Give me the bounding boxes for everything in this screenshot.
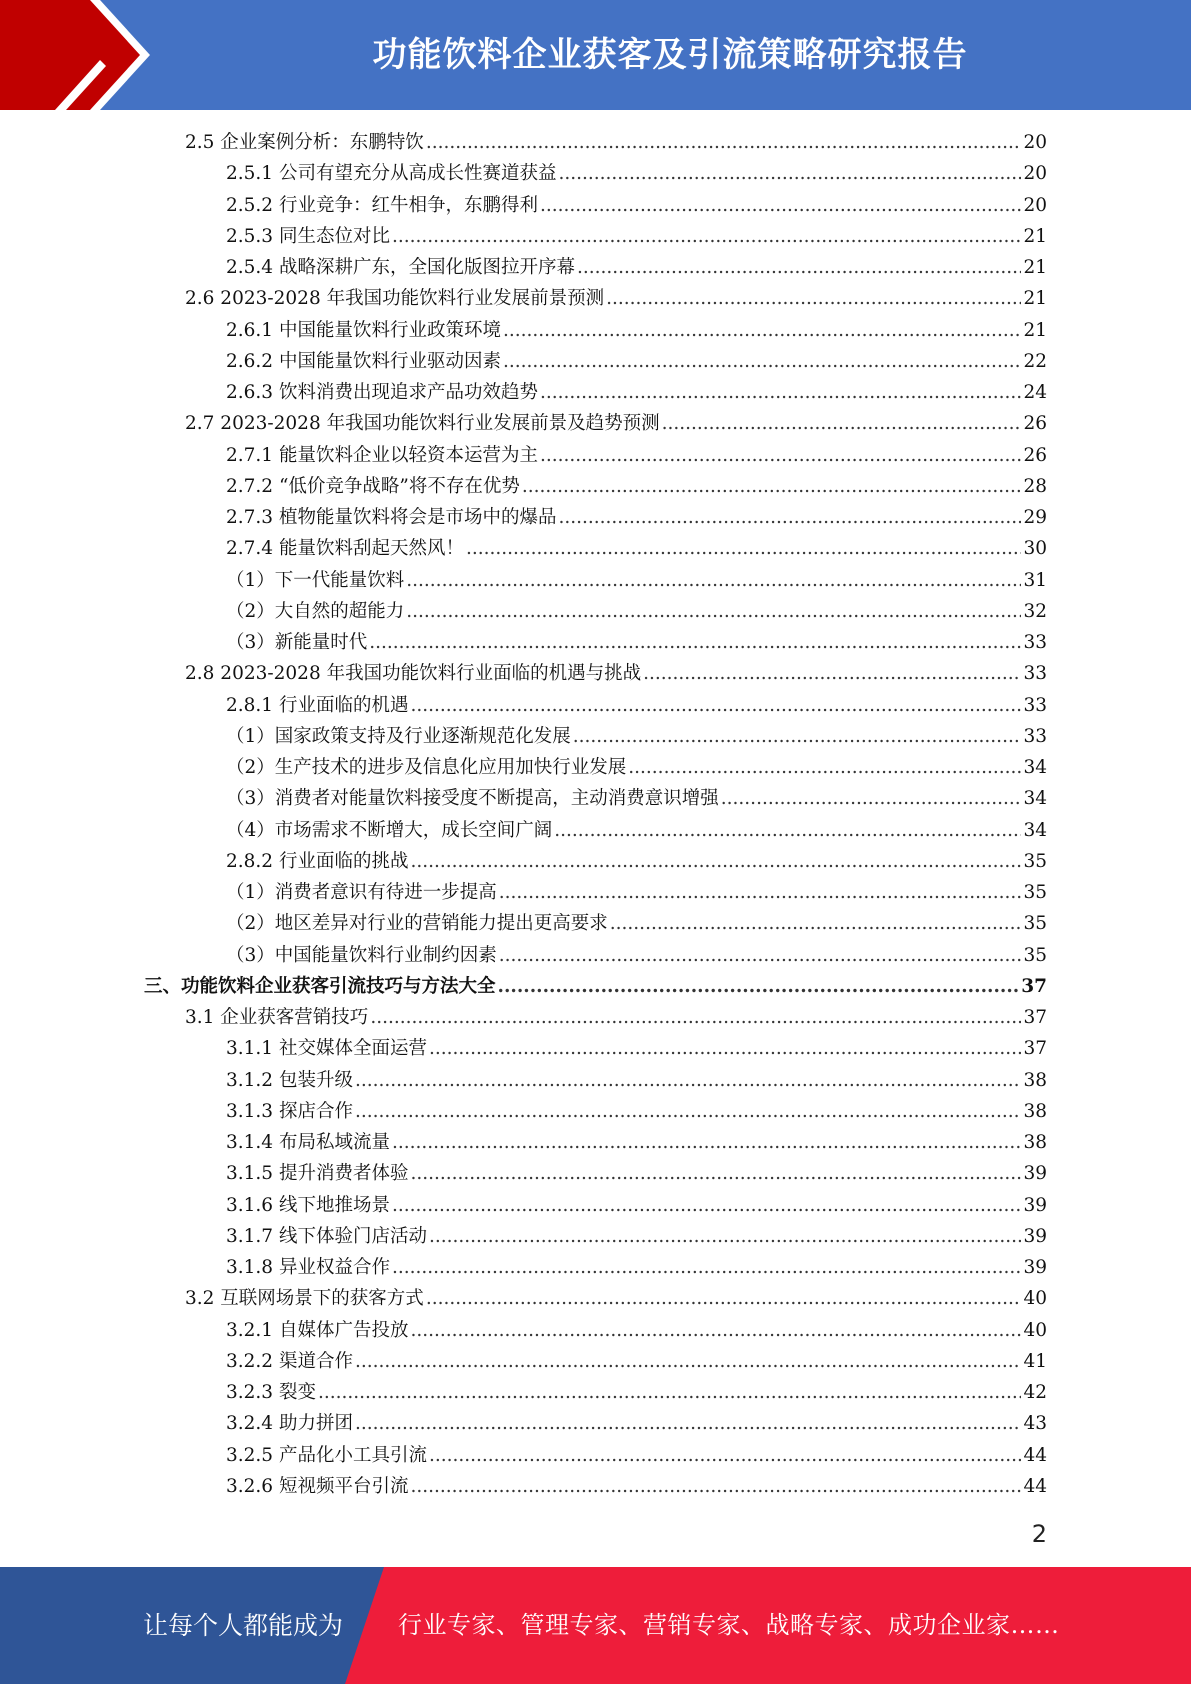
toc-dot-leader — [558, 502, 1021, 533]
toc-entry-page: 34 — [1023, 757, 1047, 778]
toc-entry-title: 3.1.1 社交媒体全面运营 — [226, 1038, 427, 1060]
toc-dot-leader — [573, 721, 1022, 752]
toc-entry-page: 42 — [1023, 1382, 1047, 1403]
toc-entry[interactable] — [226, 1127, 1047, 1158]
toc-dot-leader — [429, 1221, 1021, 1252]
toc-dot-leader — [429, 1033, 1021, 1064]
toc-entry-page: 35 — [1023, 913, 1047, 935]
toc-entry[interactable] — [226, 471, 1047, 502]
toc-entry-title: （1）国家政策支持及行业逐渐规范化发展 — [226, 725, 571, 747]
toc-dot-leader — [503, 346, 1021, 377]
toc-entry-page: 44 — [1023, 1444, 1047, 1466]
toc-entry-page: 31 — [1023, 569, 1047, 591]
footer-slogan-right: 行业专家、管理专家、营销专家、战略专家、成功企业家…… — [398, 1611, 1060, 1639]
toc-dot-leader — [410, 1471, 1021, 1502]
toc-entry-page: 21 — [1023, 288, 1047, 310]
toc-entry[interactable] — [226, 752, 1047, 783]
toc-entry-page: 33 — [1023, 725, 1047, 747]
page-number: 2 — [1031, 1520, 1047, 1548]
toc-entry-title: 2.7.1 能量饮料企业以轻资本运营为主 — [226, 444, 538, 466]
toc-entry-title: 2.5.4 战略深耕广东，全国化版图拉开序幕 — [226, 257, 575, 278]
toc-dot-leader — [392, 221, 1021, 252]
toc-entry-page: 20 — [1023, 132, 1047, 153]
toc-entry[interactable] — [226, 783, 1047, 814]
toc-dot-leader — [721, 783, 1022, 814]
toc-entry-page: 35 — [1023, 882, 1047, 903]
toc-entry-page: 35 — [1023, 850, 1047, 872]
toc-entry[interactable] — [185, 127, 1047, 158]
toc-entry-page: 39 — [1023, 1194, 1047, 1216]
toc-entry-title: 3.1.4 布局私域流量 — [226, 1132, 390, 1153]
toc-dot-leader — [628, 752, 1021, 783]
toc-entry-page: 20 — [1023, 194, 1047, 216]
toc-entry-title: 3.1.8 异业权益合作 — [226, 1257, 390, 1278]
toc-entry-title: 3.2.5 产品化小工具引流 — [226, 1444, 427, 1466]
toc-entry-title: 3.2 互联网场景下的获客方式 — [185, 1288, 424, 1310]
toc-entry-title: （2）生产技术的进步及信息化应用加快行业发展 — [226, 757, 627, 778]
page-header — [0, 0, 1191, 110]
toc-entry[interactable] — [226, 346, 1047, 377]
toc-dot-leader — [355, 1096, 1022, 1127]
toc-dot-leader — [499, 940, 1022, 971]
toc-dot-leader — [498, 971, 1020, 1002]
toc-dot-leader — [392, 1127, 1021, 1158]
toc-entry-title: 2.6.2 中国能量饮料行业驱动因素 — [226, 350, 501, 372]
toc-entry[interactable] — [226, 940, 1047, 971]
toc-entry-title: （3）中国能量饮料行业制约因素 — [226, 944, 497, 966]
toc-entry-title: 3.2.2 渠道合作 — [226, 1350, 353, 1372]
toc-dot-leader — [426, 1283, 1022, 1314]
toc-entry[interactable] — [226, 1221, 1047, 1252]
toc-entry[interactable] — [226, 1252, 1047, 1283]
toc-entry-title: 2.7.3 植物能量饮料将会是市场中的爆品 — [226, 507, 557, 528]
toc-dot-leader — [369, 627, 1021, 658]
toc-entry-title: 3.1.3 探店合作 — [226, 1100, 353, 1122]
toc-entry-page: 40 — [1023, 1288, 1047, 1310]
toc-entry-title: 2.5.1 公司有望充分从高成长性赛道获益 — [226, 163, 557, 185]
toc-entry-title: 3.2.1 自媒体广告投放 — [226, 1319, 409, 1341]
toc-entry-title: （4）市场需求不断增大，成长空间广阔 — [226, 819, 553, 841]
toc-entry-page: 34 — [1023, 819, 1047, 841]
toc-entry[interactable] — [226, 1190, 1047, 1221]
toc-entry-title: （3）消费者对能量饮料接受度不断提高，主动消费意识增强 — [226, 788, 719, 810]
toc-entry[interactable] — [226, 721, 1047, 752]
toc-entry[interactable] — [185, 1002, 1047, 1033]
toc-entry-title: 2.6.1 中国能量饮料行业政策环境 — [226, 319, 501, 341]
toc-entry-page: 38 — [1023, 1132, 1047, 1153]
toc-dot-leader — [392, 1190, 1021, 1221]
toc-entry-page: 28 — [1023, 475, 1047, 497]
footer-slogan-left: 让每个人都能成为 — [143, 1611, 344, 1640]
page-title: 功能饮料企业获客及引流策略研究报告 — [372, 35, 968, 75]
toc-entry[interactable] — [226, 1440, 1047, 1471]
toc-dot-leader — [370, 1002, 1021, 1033]
toc-dot-leader — [355, 1065, 1022, 1096]
toc-entry-page: 37 — [1023, 1007, 1047, 1028]
toc-entry[interactable] — [226, 1471, 1047, 1502]
toc-entry-page: 37 — [1021, 975, 1047, 997]
toc-entry[interactable] — [226, 440, 1047, 471]
toc-entry[interactable] — [226, 190, 1047, 221]
toc-entry-title: 2.7.4 能量饮料刮起天然风！ — [226, 538, 464, 560]
toc-entry-title: （2）地区差异对行业的营销能力提出更高要求 — [226, 913, 608, 935]
toc-dot-leader — [540, 377, 1021, 408]
toc-entry-title: （1）消费者意识有待进一步提高 — [226, 882, 497, 903]
toc-entry[interactable] — [226, 1315, 1047, 1346]
toc-entry-page: 24 — [1023, 382, 1047, 403]
toc-entry-title: 2.5.2 行业竞争：红牛相争，东鹏得利 — [226, 194, 538, 216]
toc-entry-page: 41 — [1023, 1350, 1047, 1372]
toc-dot-leader — [540, 190, 1021, 221]
toc-entry[interactable] — [226, 1096, 1047, 1127]
toc-entry-title: 3.2.6 短视频平台引流 — [226, 1475, 409, 1497]
toc-dot-leader — [643, 658, 1021, 689]
toc-entry[interactable] — [226, 627, 1047, 658]
toc-entry[interactable] — [226, 252, 1047, 283]
toc-dot-leader — [610, 908, 1022, 939]
toc-entry[interactable] — [144, 971, 1047, 1002]
toc-entry-title: 2.8.1 行业面临的机遇 — [226, 694, 409, 716]
toc-dot-leader — [503, 315, 1021, 346]
toc-dot-leader — [410, 1158, 1021, 1189]
toc-entry-title: 2.6.3 饮料消费出现追求产品功效趋势 — [226, 382, 538, 403]
toc-entry-page: 34 — [1023, 788, 1047, 810]
toc-entry[interactable] — [226, 1065, 1047, 1096]
toc-entry[interactable] — [226, 221, 1047, 252]
toc-entry-title: 2.7.2 “低价竞争战略”将不存在优势 — [226, 475, 520, 497]
toc-entry[interactable] — [226, 690, 1047, 721]
toc-entry-page: 38 — [1023, 1069, 1047, 1091]
toc-entry[interactable] — [226, 908, 1047, 939]
toc-entry[interactable] — [226, 1158, 1047, 1189]
toc-entry-page: 26 — [1023, 413, 1047, 435]
toc-entry[interactable] — [226, 533, 1047, 564]
toc-entry-page: 33 — [1023, 663, 1047, 685]
toc-entry-page: 26 — [1023, 444, 1047, 466]
toc-entry[interactable] — [226, 565, 1047, 596]
toc-dot-leader — [577, 252, 1021, 283]
toc-entry-title: 2.8 2023-2028 年我国功能饮料行业面临的机遇与挑战 — [185, 663, 642, 685]
toc-entry-page: 22 — [1023, 350, 1047, 372]
toc-entry-page: 20 — [1023, 163, 1047, 185]
toc-dot-leader — [410, 1315, 1021, 1346]
toc-entry[interactable] — [185, 283, 1047, 314]
toc-entry-page: 40 — [1023, 1319, 1047, 1341]
page-footer — [0, 1567, 1191, 1684]
toc-entry[interactable] — [226, 1408, 1047, 1439]
toc-entry-title: 3.1.5 提升消费者体验 — [226, 1163, 409, 1185]
toc-entry-page: 44 — [1023, 1475, 1047, 1497]
toc-entry-title: 2.7 2023-2028 年我国功能饮料行业发展前景及趋势预测 — [185, 413, 660, 435]
toc-entry[interactable] — [226, 1377, 1047, 1408]
toc-entry-page: 33 — [1023, 694, 1047, 716]
toc-entry-title: 三、功能饮料企业获客引流技巧与方法大全 — [144, 975, 496, 997]
toc-entry[interactable] — [226, 315, 1047, 346]
toc-entry-page: 21 — [1023, 225, 1047, 247]
toc-entry-title: 3.2.3 裂变 — [226, 1382, 316, 1403]
toc-entry-title: 2.5.3 同生态位对比 — [226, 225, 390, 247]
toc-entry-page: 35 — [1023, 944, 1047, 966]
toc-entry-title: 3.2.4 助力拼团 — [226, 1413, 353, 1435]
toc-dot-leader — [355, 1346, 1022, 1377]
toc-dot-leader — [406, 596, 1021, 627]
toc-dot-leader — [554, 815, 1021, 846]
toc-entry[interactable] — [226, 877, 1047, 908]
toc-entry[interactable] — [185, 1283, 1047, 1314]
toc-entry[interactable] — [226, 158, 1047, 189]
toc-entry[interactable] — [185, 408, 1047, 439]
toc-dot-leader — [558, 158, 1021, 189]
toc-entry[interactable] — [226, 1346, 1047, 1377]
toc-entry-page: 32 — [1023, 600, 1047, 622]
toc-entry-title: 3.1.6 线下地推场景 — [226, 1194, 390, 1216]
toc-entry-page: 38 — [1023, 1100, 1047, 1122]
toc-entry[interactable] — [226, 596, 1047, 627]
toc-entry[interactable] — [185, 658, 1047, 689]
toc-entry[interactable] — [226, 1033, 1047, 1064]
toc-dot-leader — [406, 565, 1021, 596]
toc-dot-leader — [410, 690, 1021, 721]
toc-dot-leader — [410, 846, 1021, 877]
toc-entry[interactable] — [226, 846, 1047, 877]
toc-dot-leader — [318, 1377, 1022, 1408]
toc-entry-page: 30 — [1023, 538, 1047, 560]
toc-dot-leader — [429, 1440, 1021, 1471]
toc-dot-leader — [466, 533, 1021, 564]
toc-entry-title: 2.6 2023-2028 年我国功能饮料行业发展前景预测 — [185, 288, 605, 310]
toc-entry-page: 39 — [1023, 1225, 1047, 1247]
toc-entry[interactable] — [226, 815, 1047, 846]
toc-entry-page: 39 — [1023, 1163, 1047, 1185]
toc-entry-title: 3.1.7 线下体验门店活动 — [226, 1225, 427, 1247]
toc-dot-leader — [499, 877, 1022, 908]
toc-entry-page: 21 — [1023, 319, 1047, 341]
toc-entry-page: 29 — [1023, 507, 1047, 528]
toc-entry-page: 33 — [1023, 632, 1047, 653]
toc-entry-page: 39 — [1023, 1257, 1047, 1278]
toc-entry-title: （3）新能量时代 — [226, 632, 368, 653]
toc-entry-title: 2.5 企业案例分析：东鹏特饮 — [185, 132, 424, 153]
toc-dot-leader — [540, 440, 1021, 471]
toc-entry-page: 43 — [1023, 1413, 1047, 1435]
toc-entry[interactable] — [226, 502, 1047, 533]
toc-dot-leader — [522, 471, 1022, 502]
toc-entry-title: 2.8.2 行业面临的挑战 — [226, 850, 409, 872]
toc-entry-title: 3.1.2 包装升级 — [226, 1069, 353, 1091]
toc-entry-page: 21 — [1023, 257, 1047, 278]
toc-entry-page: 37 — [1023, 1038, 1047, 1060]
toc-entry[interactable] — [226, 377, 1047, 408]
toc-entry-title: （2）大自然的超能力 — [226, 600, 405, 622]
toc-dot-leader — [606, 283, 1021, 314]
toc-entry-title: （1）下一代能量饮料 — [226, 569, 405, 591]
toc-entry-title: 3.1 企业获客营销技巧 — [185, 1007, 369, 1028]
toc-dot-leader — [392, 1252, 1021, 1283]
toc-dot-leader — [426, 127, 1022, 158]
toc-dot-leader — [662, 408, 1022, 439]
toc-dot-leader — [355, 1408, 1022, 1439]
